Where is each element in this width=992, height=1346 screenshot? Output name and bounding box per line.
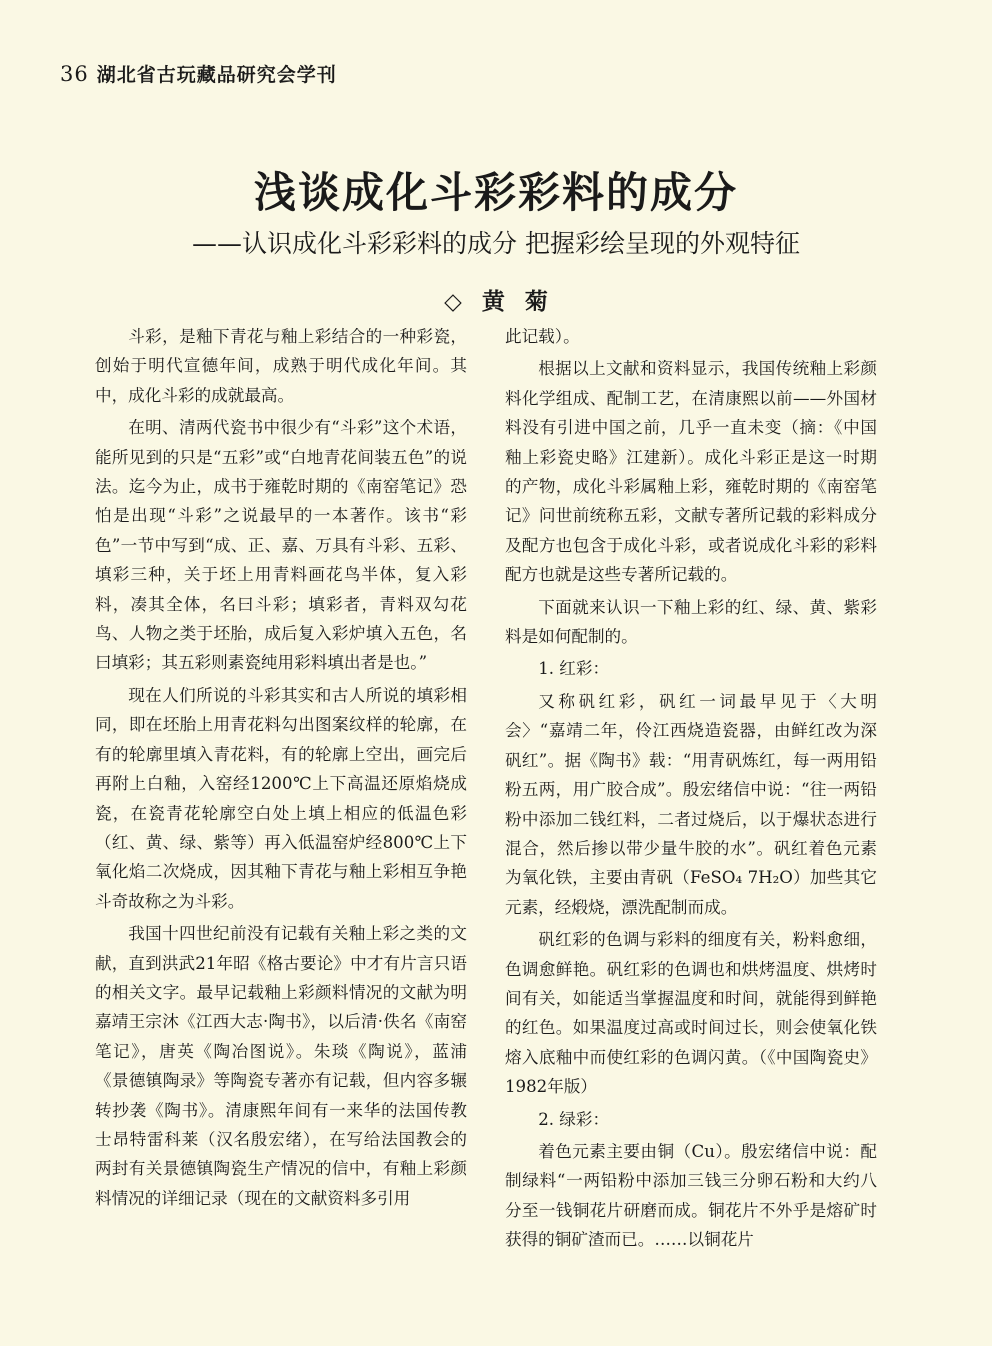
paragraph: 下面就来认识一下釉上彩的红、绿、黄、紫彩料是如何配制的。 — [505, 597, 877, 647]
journal-name: 湖北省古玩藏品研究会学刊 — [96, 64, 337, 86]
paragraph: 我国十四世纪前没有记载有关釉上彩之类的文献，直到洪武21年昭《格古要论》中才有片言只语的相关文字。最早记载釉上彩颜料情况的文献为明嘉靖王宗沐《江西大志·陶书》，以后清·佚名《南窑笔记》，唐英《陶冶图说》。朱琰《陶说》，蓝浦《景德镇陶录》等陶瓷专著亦有记载，但内容多辗转抄袭《陶书》。清康熙年间有一来华的法国传教士昂特雷科莱（汉名殷宏绪），在写给法国教会的两封有关景德镇陶瓷生产情况的信中，有釉上彩颜料情况的详细记录（现在的文献资料多引用 — [95, 924, 467, 1208]
section-heading-red: 1. 红彩： — [538, 659, 610, 679]
article-subtitle: ——认识成化斗彩彩料的成分 把握彩绘呈现的外观特征 — [192, 229, 800, 258]
article-author: ◇ 黄 菊 — [444, 289, 548, 315]
paragraph: 矾红彩的色调与彩料的细度有关，粉料愈细，色调愈鲜艳。矾红彩的色调也和烘烤温度、烘烤时间有关，如能适当掌握温度和时间，就能得到鲜艳的红色。如果温度过高或时间过长，则会使氧化铁熔入底釉中而使红彩的色调闪黄。（《中国陶瓷史》1982年版） — [505, 930, 877, 1097]
paragraph: 在明、清两代瓷书中很少有“斗彩”这个术语，能所见到的只是“五彩”或“白地青花间装五色”的说法。迄今为止，成书于雍乾时期的《南窑笔记》恐怕是出现“斗彩”之说最早的一本著作。该书“彩色”一节中写到“成、正、嘉、万具有斗彩、五彩、填彩三种，关于坯上用青料画花鸟半体，复入彩料，凑其全体，名曰斗彩；填彩者，青料双勾花鸟、人物之类于坯胎，成后复入彩炉填入五色，名曰填彩；其五彩则素瓷纯用彩料填出者是也。” — [95, 418, 467, 673]
paragraph: 现在人们所说的斗彩其实和古人所说的填彩相同，即在坯胎上用青花料勾出图案纹样的轮廓，在有的轮廓里填入青花料，有的轮廓上空出，画完后再附上白釉，入窑经1200℃上下高温还原焰烧成瓷，在瓷青花轮廓空白处上填上相应的低温色彩（红、黄、绿、紫等）再入低温窑炉经800℃上下氧化焰二次烧成，因其釉下青花与釉上彩相互争艳斗奇故称之为斗彩。 — [95, 685, 467, 911]
paragraph: 着色元素主要由铜（Cu）。殷宏绪信中说：配制绿料“一两铅粉中添加三钱三分卵石粉和大约八分至一钱铜花片研磨而成。铜花片不外乎是熔矿时获得的铜矿渣而已。……以铜花片 — [505, 1141, 877, 1250]
page-number: 36 — [60, 62, 89, 86]
paragraph: 又称矾红彩，矾红一词最早见于〈大明会〉“嘉靖二年，伶江西烧造瓷器，由鲜红改为深矾红”。据《陶书》载：“用青矾炼红，每一两用铅粉五两，用广胶合成”。殷宏绪信中说：“往一两铅粉中添加二钱红料，二者过烧后，以于爆状态进行混合，然后掺以带少量牛胶的水”。矾红着色元素为氧化铁，主要由青矾（FeSO₄ 7H₂O）加些其它元素，经煅烧，漂洗配制而成。 — [505, 691, 877, 917]
left-column — [95, 322, 467, 1216]
paragraph: 根据以上文献和资料显示，我国传统釉上彩颜料化学组成、配制工艺，在清康熙以前——外国材料没有引进中国之前，几乎一直未变（摘：《中国釉上彩瓷史略》江建新）。成化斗彩正是这一时期的产物，成化斗彩属釉上彩，雍乾时期的《南窑笔记》问世前统称五彩，文献专著所记载的彩料成分及配方也包含于成化斗彩，或者说成化斗彩的彩料配方也就是这些专著所记载的。 — [505, 359, 877, 585]
running-header — [60, 60, 337, 87]
paragraph: 斗彩，是釉下青花与釉上彩结合的一种彩瓷，创始于明代宣德年间，成熟于明代成化年间。其中，成化斗彩的成就最高。 — [95, 327, 467, 405]
paragraph-continuation: 此记载）。 — [505, 327, 580, 346]
article-title: 浅谈成化斗彩彩料的成分 — [253, 168, 738, 217]
right-column — [505, 322, 877, 1258]
section-heading-green: 2. 绿彩： — [538, 1109, 610, 1129]
